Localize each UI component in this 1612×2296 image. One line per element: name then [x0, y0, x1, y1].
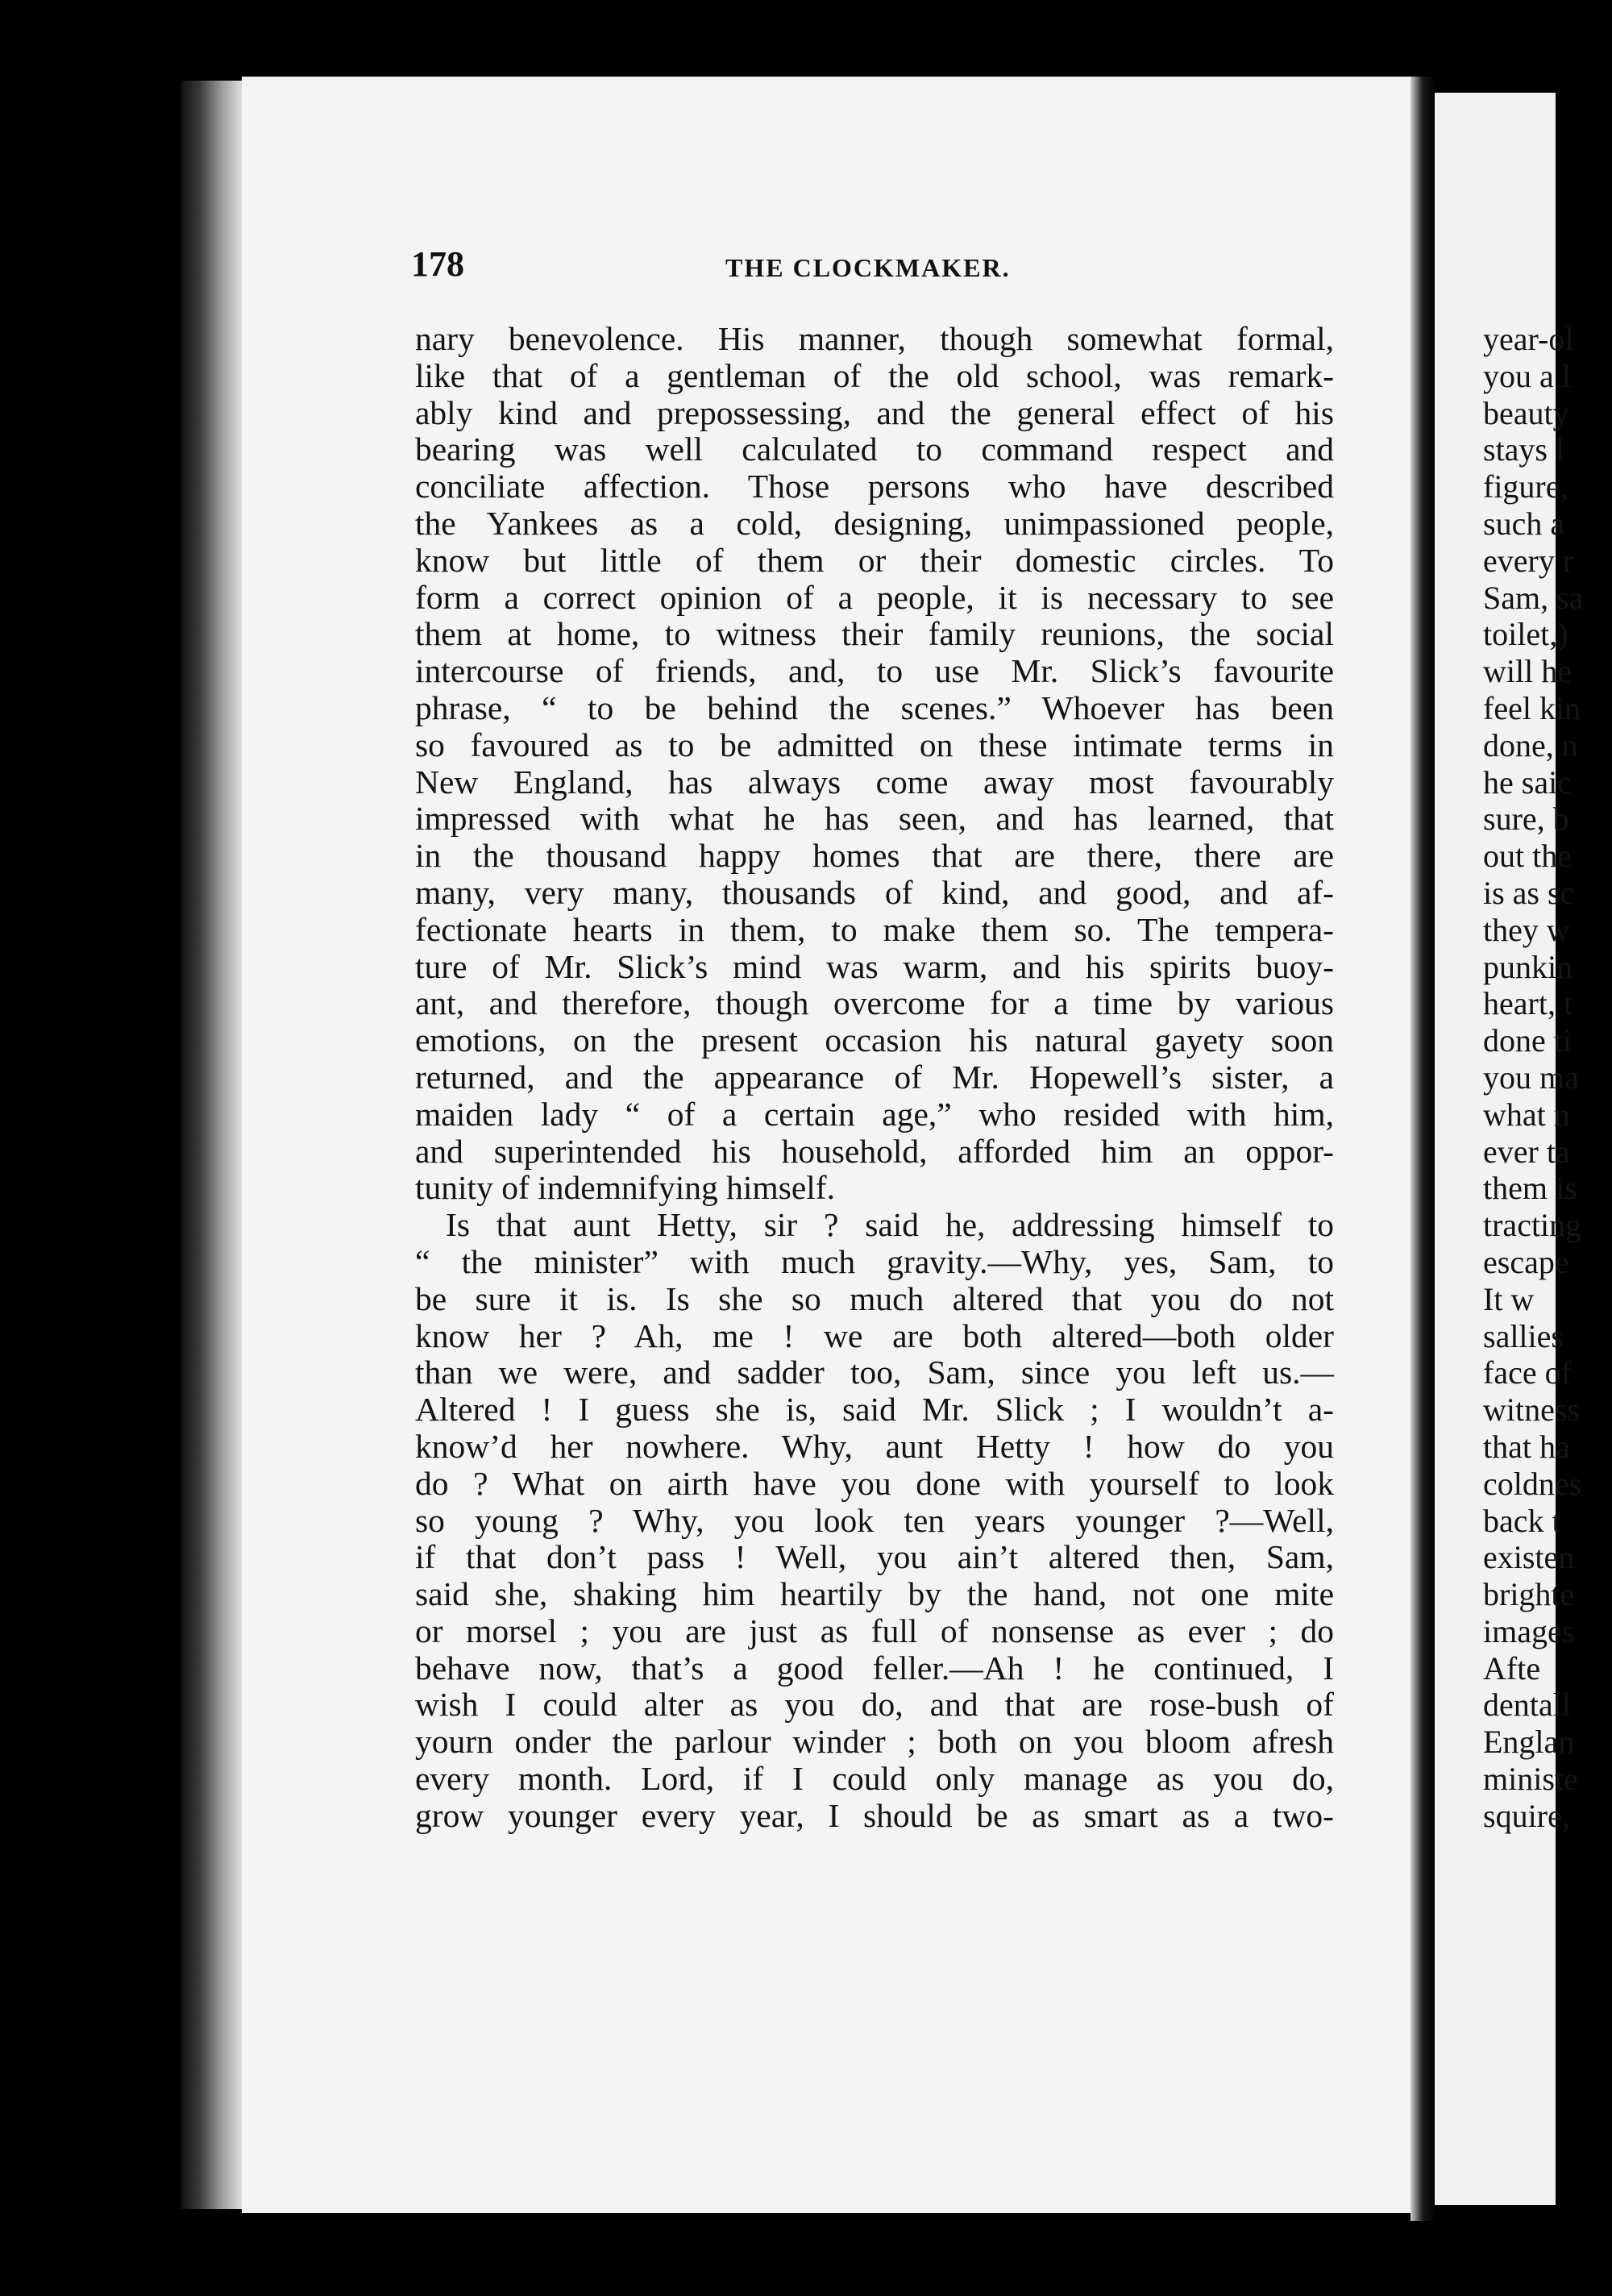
text-line-fragment: them is: [1483, 1170, 1577, 1207]
text-line-fragment: brighte: [1483, 1576, 1575, 1613]
text-line-fragment: back t: [1483, 1502, 1561, 1539]
text-line-fragment: squire,: [1483, 1797, 1570, 1834]
text-line: tunity of indemnifying himself.: [415, 1169, 835, 1207]
text-line-fragment: face of: [1483, 1354, 1572, 1391]
text-line: nary benevolence. His manner, though somewhat formal,: [415, 320, 1334, 357]
text-line-fragment: done ti: [1483, 1022, 1572, 1059]
text-line-fragment: done, n: [1483, 726, 1578, 763]
text-line-fragment: Afte: [1483, 1649, 1541, 1687]
text-line: Is that aunt Hetty, sir ? said he, addressing himself to: [446, 1206, 1334, 1244]
text-line: do ? What on airth have you done with yourself to look: [415, 1464, 1334, 1502]
text-line-fragment: you ma: [1483, 1059, 1579, 1096]
text-line-fragment: witness: [1483, 1391, 1580, 1429]
text-line: so young ? Why, you look ten years younger ?—Well,: [415, 1501, 1334, 1539]
text-line-fragment: images: [1483, 1612, 1575, 1649]
text-line-fragment: sure, b: [1483, 801, 1569, 838]
text-line: emotions, on the present occasion his natural gayety soon: [415, 1021, 1334, 1059]
text-line-fragment: such a: [1483, 505, 1565, 542]
text-line: fectionate hearts in them, to make them so. The tempera-: [415, 910, 1334, 948]
text-line-fragment: coldnes: [1483, 1465, 1582, 1502]
text-line: behave now, that’s a good feller.—Ah ! he continued, I: [415, 1649, 1334, 1687]
text-line-fragment: they w: [1483, 911, 1570, 948]
text-line: so favoured as to be admitted on these intimate terms in: [415, 726, 1334, 763]
text-line-fragment: dentall: [1483, 1687, 1571, 1724]
text-line: yourn onder the parlour winder ; both on you bloom afresh: [415, 1723, 1334, 1761]
text-line-fragment: will he: [1483, 653, 1572, 690]
text-line: Altered ! I guess she is, said Mr. Slick ; I wouldn’t a-: [415, 1391, 1334, 1429]
text-line: or morsel ; you are just as full of nonsense as ever ; do: [415, 1612, 1334, 1649]
text-line-fragment: that ha: [1483, 1428, 1570, 1465]
text-line: returned, and the appearance of Mr. Hopewell’s sister, a: [415, 1058, 1334, 1096]
text-line-fragment: out the: [1483, 838, 1572, 875]
text-line-fragment: toilet,): [1483, 616, 1568, 653]
text-line-fragment: punkin: [1483, 948, 1573, 985]
running-title: THE CLOCKMAKER.: [725, 253, 1011, 282]
text-line: form a correct opinion of a people, it is necessary to see: [415, 578, 1334, 616]
text-line: know her ? Ah, me ! we are both altered—both older: [415, 1316, 1334, 1354]
text-line: intercourse of friends, and, to use Mr. Slick’s favourite: [415, 652, 1334, 690]
text-line: know’d her nowhere. Why, aunt Hetty ! how do you: [415, 1427, 1334, 1465]
text-line: “ the minister” with much gravity.—Why, yes, Sam, to: [415, 1242, 1334, 1280]
text-line: ably kind and prepossessing, and the general effect of his: [415, 393, 1334, 431]
text-line: be sure it is. Is she so much altered that you do not: [415, 1279, 1334, 1317]
text-line-fragment: sallies: [1483, 1317, 1564, 1354]
right-page-body: [1483, 321, 1612, 1835]
text-line-fragment: you a l: [1483, 357, 1571, 394]
text-line-fragment: he saic: [1483, 763, 1572, 801]
text-line: said she, shaking him heartily by the hand, not one mite: [415, 1575, 1334, 1613]
text-line: bearing was well calculated to command respect and: [415, 430, 1334, 468]
text-line-fragment: existen: [1483, 1539, 1575, 1576]
text-line: phrase, “ to be behind the scenes.” Whoever has been: [415, 688, 1334, 726]
text-line-fragment: ministe: [1483, 1761, 1578, 1798]
text-line: New England, has always come away most favourably: [415, 763, 1334, 801]
page-header: [411, 243, 1338, 300]
text-line-fragment: ever ta: [1483, 1133, 1570, 1170]
text-line-fragment: Englan: [1483, 1724, 1575, 1761]
text-line: impressed with what he has seen, and has learned, that: [415, 800, 1334, 838]
text-line: every month. Lord, if I could only manage as you do,: [415, 1760, 1334, 1798]
text-line-fragment: every r: [1483, 542, 1574, 579]
page-number: 178: [411, 244, 464, 284]
text-line: ant, and therefore, though overcome for a time by various: [415, 984, 1334, 1022]
text-line: maiden lady “ of a certain age,” who resided with him,: [415, 1095, 1334, 1133]
text-line-fragment: tracting: [1483, 1207, 1582, 1244]
text-line: many, very many, thousands of kind, and good, and af-: [415, 873, 1334, 911]
text-line-fragment: year-ol: [1483, 321, 1574, 357]
text-line: conciliate affection. Those persons who have described: [415, 468, 1334, 505]
book-gutter: [1410, 77, 1435, 2221]
text-line: if that don’t pass ! Well, you ain’t altered then, Sam,: [415, 1538, 1334, 1576]
text-line-fragment: feel kin: [1483, 689, 1581, 726]
left-page-body: [415, 321, 1334, 1835]
text-line-fragment: beauty: [1483, 394, 1569, 431]
text-line: the Yankees as a cold, designing, unimpassioned people,: [415, 504, 1334, 542]
text-line-fragment: Sam, sa: [1483, 579, 1584, 616]
text-line-fragment: It w: [1483, 1280, 1535, 1317]
text-line: know but little of them or their domestic circles. To: [415, 541, 1334, 579]
text-line: wish I could alter as you do, and that are rose-bush of: [415, 1686, 1334, 1724]
text-line: like that of a gentleman of the old school, was remark-: [415, 356, 1334, 394]
text-line: them at home, to witness their family reunions, the social: [415, 615, 1334, 653]
text-line-fragment: what n: [1483, 1096, 1570, 1133]
text-line-fragment: escape: [1483, 1243, 1569, 1280]
text-line: and superintended his household, afforded him an oppor-: [415, 1132, 1334, 1170]
text-line: ture of Mr. Slick’s mind was warm, and his spirits buoy-: [415, 947, 1334, 985]
text-line: grow younger every year, I should be as smart as a two-: [415, 1796, 1334, 1834]
text-line-fragment: heart, t: [1483, 985, 1573, 1022]
text-line-fragment: stays l: [1483, 431, 1565, 468]
text-line-fragment: figure,: [1483, 468, 1568, 505]
text-line: in the thousand happy homes that are there, there are: [415, 837, 1334, 875]
text-line-fragment: is as sc: [1483, 874, 1575, 911]
text-line: than we were, and sadder too, Sam, since you left us.—: [415, 1354, 1334, 1391]
